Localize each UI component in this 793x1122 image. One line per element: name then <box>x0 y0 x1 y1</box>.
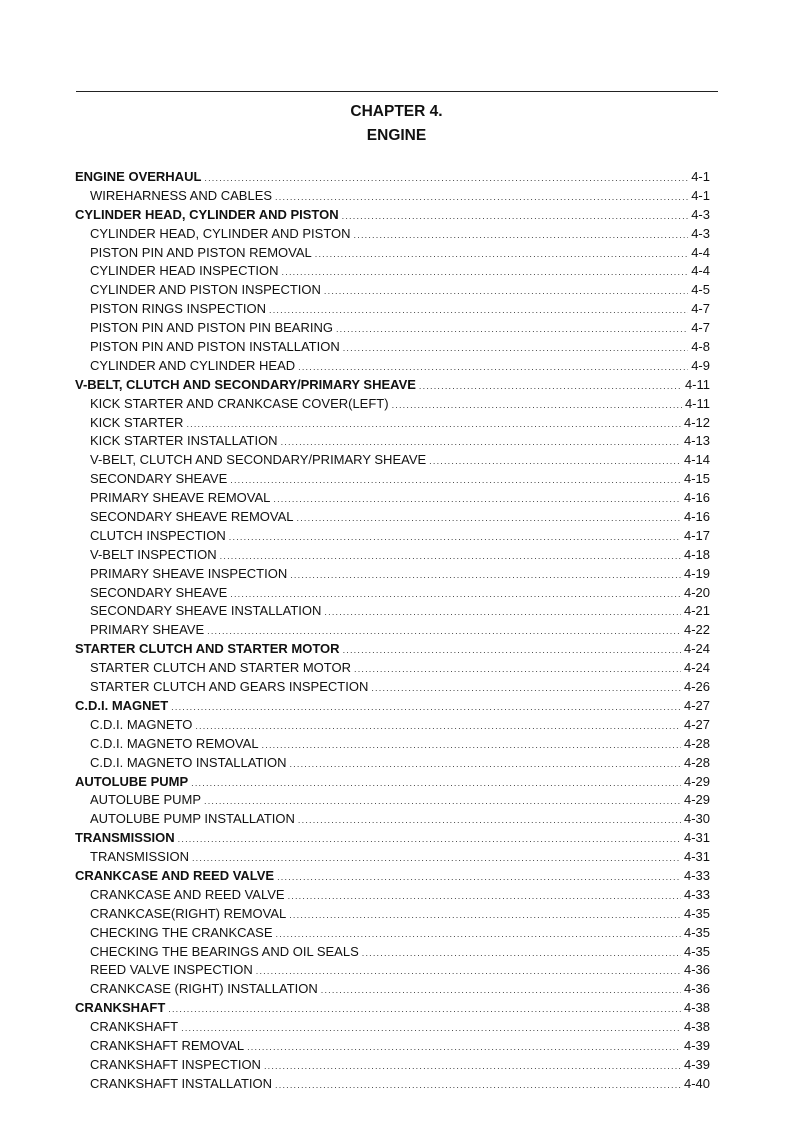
toc-entry-title: PRIMARY SHEAVE REMOVAL <box>90 490 271 506</box>
toc-entry-title: CYLINDER AND PISTON INSPECTION <box>90 282 321 298</box>
toc-subentry[interactable] <box>75 678 710 697</box>
dot-leader <box>256 962 681 981</box>
toc-entry-title: SECONDARY SHEAVE INSTALLATION <box>90 603 322 619</box>
dot-leader <box>229 528 681 547</box>
dot-leader <box>275 1076 681 1095</box>
toc-entry-title: CLUTCH INSPECTION <box>90 527 226 543</box>
toc-entry-title: C.D.I. MAGNET <box>75 697 169 713</box>
toc-entry-title: CYLINDER HEAD, CYLINDER AND PISTON <box>75 206 339 222</box>
toc-entry-title: REED VALVE INSPECTION <box>90 962 253 978</box>
dot-leader <box>343 339 688 358</box>
dot-leader <box>362 944 681 963</box>
dot-leader <box>178 830 681 849</box>
toc-entry-page: 4-35 <box>683 924 710 940</box>
dot-leader <box>207 622 681 641</box>
dot-leader <box>419 377 682 396</box>
dot-leader <box>204 169 688 188</box>
toc-entry-page: 4-33 <box>683 867 710 883</box>
toc-subentry[interactable] <box>75 300 710 319</box>
dot-leader <box>171 698 681 717</box>
toc-entry-page: 4-28 <box>683 735 710 751</box>
toc-entry-page: 4-36 <box>683 981 710 997</box>
toc-subentry[interactable] <box>75 1075 710 1094</box>
dot-leader <box>181 1019 681 1038</box>
toc-section-entry[interactable] <box>75 829 710 848</box>
toc-entry-page: 4-26 <box>683 679 710 695</box>
toc-entry-title: CRANKCASE AND REED VALVE <box>90 886 285 902</box>
toc-entry-title: CYLINDER HEAD, CYLINDER AND PISTON <box>90 225 351 241</box>
dot-leader <box>354 660 681 679</box>
toc-entry-page: 4-40 <box>683 1075 710 1091</box>
toc-entry-title: SECONDARY SHEAVE <box>90 471 228 487</box>
toc-subentry[interactable] <box>75 924 710 943</box>
dot-leader <box>204 792 681 811</box>
toc-entry-title: CHECKING THE BEARINGS AND OIL SEALS <box>90 943 359 959</box>
dot-leader <box>230 585 681 604</box>
toc-entry-page: 4-7 <box>691 301 710 317</box>
toc-subentry[interactable] <box>75 432 710 451</box>
toc-entry-title: KICK STARTER <box>90 414 184 430</box>
dot-leader <box>230 471 681 490</box>
toc-subentry[interactable] <box>75 905 710 924</box>
toc-subentry[interactable] <box>75 508 710 527</box>
toc-entry-page: 4-7 <box>691 320 710 336</box>
toc-subentry[interactable] <box>75 225 710 244</box>
toc-entry-title: CRANKCASE AND REED VALVE <box>75 867 275 883</box>
dot-leader <box>275 188 688 207</box>
dot-leader <box>298 811 681 830</box>
toc-entry-title: PRIMARY SHEAVE INSPECTION <box>90 565 288 581</box>
dot-leader <box>273 490 681 509</box>
toc-section-entry[interactable] <box>75 168 710 187</box>
toc-subentry[interactable] <box>75 546 710 565</box>
toc-entry-title: AUTOLUBE PUMP <box>75 773 189 789</box>
toc-section-entry[interactable] <box>75 697 710 716</box>
toc-entry-title: PISTON PIN AND PISTON REMOVAL <box>90 244 312 260</box>
dot-leader <box>288 887 681 906</box>
toc-subentry[interactable] <box>75 470 710 489</box>
dot-leader <box>324 282 688 301</box>
toc-entry-page: 4-24 <box>683 660 710 676</box>
toc-subentry[interactable] <box>75 187 710 206</box>
toc-entry-page: 4-15 <box>683 471 710 487</box>
toc-subentry[interactable] <box>75 980 710 999</box>
dot-leader <box>276 925 681 944</box>
toc-entry-page: 4-13 <box>683 433 710 449</box>
toc-entry-page: 4-31 <box>683 849 710 865</box>
toc-entry-page: 4-16 <box>683 509 710 525</box>
toc-subentry[interactable] <box>75 943 710 962</box>
dot-leader <box>281 433 681 452</box>
toc-section-entry[interactable] <box>75 640 710 659</box>
toc-subentry[interactable] <box>75 735 710 754</box>
toc-entry-title: C.D.I. MAGNETO REMOVAL <box>90 735 259 751</box>
toc-entry-page: 4-18 <box>683 546 710 562</box>
toc-subentry[interactable] <box>75 527 710 546</box>
toc-section-entry[interactable] <box>75 376 710 395</box>
toc-entry-page: 4-30 <box>683 811 710 827</box>
toc-entry-page: 4-20 <box>683 584 710 600</box>
toc-entry-title: CHECKING THE CRANKCASE <box>90 924 273 940</box>
dot-leader <box>315 245 688 264</box>
dot-leader <box>371 679 681 698</box>
toc-entry-page: 4-27 <box>683 697 710 713</box>
toc-entry-title: CRANKSHAFT <box>75 1000 166 1016</box>
toc-entry-page: 4-39 <box>683 1037 710 1053</box>
toc-subentry[interactable] <box>75 602 710 621</box>
toc-subentry[interactable] <box>75 565 710 584</box>
dot-leader <box>220 547 681 566</box>
toc-entry-page: 4-12 <box>683 414 710 430</box>
toc-entry-page: 4-29 <box>683 792 710 808</box>
dot-leader <box>289 755 680 774</box>
toc-subentry[interactable] <box>75 244 710 263</box>
toc-subentry[interactable] <box>75 338 710 357</box>
toc-entry-title: TRANSMISSION <box>90 849 189 865</box>
toc-entry-page: 4-4 <box>691 244 710 260</box>
dot-leader <box>282 263 689 282</box>
dot-leader <box>192 849 681 868</box>
toc-entry-title: C.D.I. MAGNETO <box>90 716 193 732</box>
toc-entry-page: 4-27 <box>683 716 710 732</box>
dot-leader <box>342 207 689 226</box>
toc-subentry[interactable] <box>75 319 710 338</box>
dot-leader <box>290 566 681 585</box>
table-of-contents <box>75 168 710 1094</box>
toc-entry-title: KICK STARTER AND CRANKCASE COVER(LEFT) <box>90 395 389 411</box>
toc-entry-page: 4-38 <box>683 1000 710 1016</box>
dot-leader <box>289 906 681 925</box>
header-rule <box>76 91 718 92</box>
dot-leader <box>429 452 681 471</box>
toc-subentry[interactable] <box>75 1056 710 1075</box>
dot-leader <box>168 1000 681 1019</box>
toc-entry-title: PRIMARY SHEAVE <box>90 622 205 638</box>
toc-entry-page: 4-3 <box>691 225 710 241</box>
dot-leader <box>186 415 681 434</box>
toc-entry-page: 4-5 <box>691 282 710 298</box>
toc-entry-page: 4-16 <box>683 490 710 506</box>
dot-leader <box>191 774 681 793</box>
toc-entry-title: SECONDARY SHEAVE REMOVAL <box>90 509 294 525</box>
toc-entry-title: V-BELT, CLUTCH AND SECONDARY/PRIMARY SHEAVE <box>90 452 427 468</box>
toc-subentry[interactable] <box>75 395 710 414</box>
toc-entry-title: CYLINDER HEAD INSPECTION <box>90 263 279 279</box>
toc-subentry[interactable] <box>75 810 710 829</box>
toc-entry-title: V-BELT INSPECTION <box>90 546 217 562</box>
dot-leader <box>297 509 681 528</box>
toc-entry-title: TRANSMISSION <box>75 830 175 846</box>
toc-entry-title: PISTON PIN AND PISTON INSTALLATION <box>90 339 340 355</box>
toc-entry-title: STARTER CLUTCH AND GEARS INSPECTION <box>90 679 369 695</box>
toc-section-entry[interactable] <box>75 206 710 225</box>
toc-entry-page: 4-35 <box>683 905 710 921</box>
toc-entry-title: PISTON PIN AND PISTON PIN BEARING <box>90 320 333 336</box>
toc-entry-page: 4-36 <box>683 962 710 978</box>
toc-entry-title: CRANKCASE(RIGHT) REMOVAL <box>90 905 287 921</box>
toc-entry-title: CRANKSHAFT REMOVAL <box>90 1037 245 1053</box>
toc-section-entry[interactable] <box>75 773 710 792</box>
dot-leader <box>195 717 681 736</box>
toc-section-entry[interactable] <box>75 867 710 886</box>
toc-entry-page: 4-1 <box>691 187 710 203</box>
toc-entry-title: ENGINE OVERHAUL <box>75 169 202 184</box>
toc-entry-title: V-BELT, CLUTCH AND SECONDARY/PRIMARY SHEAVE <box>75 376 416 392</box>
dot-leader <box>298 358 688 377</box>
toc-subentry[interactable] <box>75 451 710 470</box>
toc-entry-title: CRANKSHAFT INSTALLATION <box>90 1075 273 1091</box>
dot-leader <box>277 868 681 887</box>
toc-subentry[interactable] <box>75 754 710 773</box>
toc-entry-page: 4-31 <box>683 830 710 846</box>
toc-entry-title: CRANKSHAFT INSPECTION <box>90 1056 261 1072</box>
toc-subentry[interactable] <box>75 886 710 905</box>
toc-entry-page: 4-35 <box>683 943 710 959</box>
toc-subentry[interactable] <box>75 1037 710 1056</box>
toc-entry-title: AUTOLUBE PUMP <box>90 792 202 808</box>
toc-entry-title: CRANKSHAFT <box>90 1019 179 1035</box>
toc-subentry[interactable] <box>75 621 710 640</box>
toc-subentry[interactable] <box>75 716 710 735</box>
dot-leader <box>336 320 688 339</box>
toc-entry-page: 4-33 <box>683 886 710 902</box>
toc-entry-page: 4-24 <box>683 641 710 657</box>
toc-entry-page: 4-9 <box>691 357 710 373</box>
toc-entry-title: STARTER CLUTCH AND STARTER MOTOR <box>90 660 351 676</box>
toc-entry-page: 4-8 <box>691 339 710 355</box>
toc-entry-page: 4-3 <box>691 206 710 222</box>
toc-entry-title: KICK STARTER INSTALLATION <box>90 433 278 449</box>
toc-entry-page: 4-11 <box>684 376 710 392</box>
toc-entry-page: 4-19 <box>683 565 710 581</box>
toc-entry-page: 4-11 <box>684 395 710 411</box>
toc-entry-title: C.D.I. MAGNETO INSTALLATION <box>90 754 287 770</box>
toc-subentry[interactable] <box>75 584 710 603</box>
dot-leader <box>247 1038 681 1057</box>
toc-entry-page: 4-39 <box>683 1056 710 1072</box>
toc-entry-page: 4-1 <box>691 169 710 184</box>
dot-leader <box>321 981 681 1000</box>
toc-entry-title: CYLINDER AND CYLINDER HEAD <box>90 357 296 373</box>
toc-entry-page: 4-22 <box>683 622 710 638</box>
dot-leader <box>264 1057 681 1076</box>
toc-section-entry[interactable] <box>75 999 710 1018</box>
dot-leader <box>354 226 689 245</box>
toc-entry-page: 4-29 <box>683 773 710 789</box>
toc-entry-title: WIREHARNESS AND CABLES <box>90 187 273 203</box>
toc-entry-page: 4-21 <box>683 603 710 619</box>
toc-subentry[interactable] <box>75 848 710 867</box>
dot-leader <box>324 603 681 622</box>
toc-entry-page: 4-38 <box>683 1019 710 1035</box>
toc-subentry[interactable] <box>75 262 710 281</box>
toc-subentry[interactable] <box>75 1018 710 1037</box>
toc-subentry[interactable] <box>75 961 710 980</box>
toc-entry-title: PISTON RINGS INSPECTION <box>90 301 267 317</box>
dot-leader <box>392 396 682 415</box>
toc-entry-title: AUTOLUBE PUMP INSTALLATION <box>90 811 295 827</box>
toc-entry-title: STARTER CLUTCH AND STARTER MOTOR <box>75 641 340 657</box>
chapter-title: CHAPTER 4. <box>350 103 443 120</box>
dot-leader <box>343 641 681 660</box>
toc-entry-page: 4-4 <box>691 263 710 279</box>
toc-subentry[interactable] <box>75 414 710 433</box>
toc-entry-title: CRANKCASE (RIGHT) INSTALLATION <box>90 981 318 997</box>
dot-leader <box>262 736 681 755</box>
toc-entry-page: 4-14 <box>683 452 710 468</box>
toc-entry-title: SECONDARY SHEAVE <box>90 584 228 600</box>
chapter-name: ENGINE <box>366 127 427 144</box>
toc-subentry[interactable] <box>75 659 710 678</box>
dot-leader <box>269 301 688 320</box>
toc-subentry[interactable] <box>75 489 710 508</box>
toc-entry-page: 4-17 <box>683 527 710 543</box>
toc-subentry[interactable] <box>75 357 710 376</box>
toc-entry-page: 4-28 <box>683 754 710 770</box>
toc-subentry[interactable] <box>75 791 710 810</box>
toc-subentry[interactable] <box>75 281 710 300</box>
